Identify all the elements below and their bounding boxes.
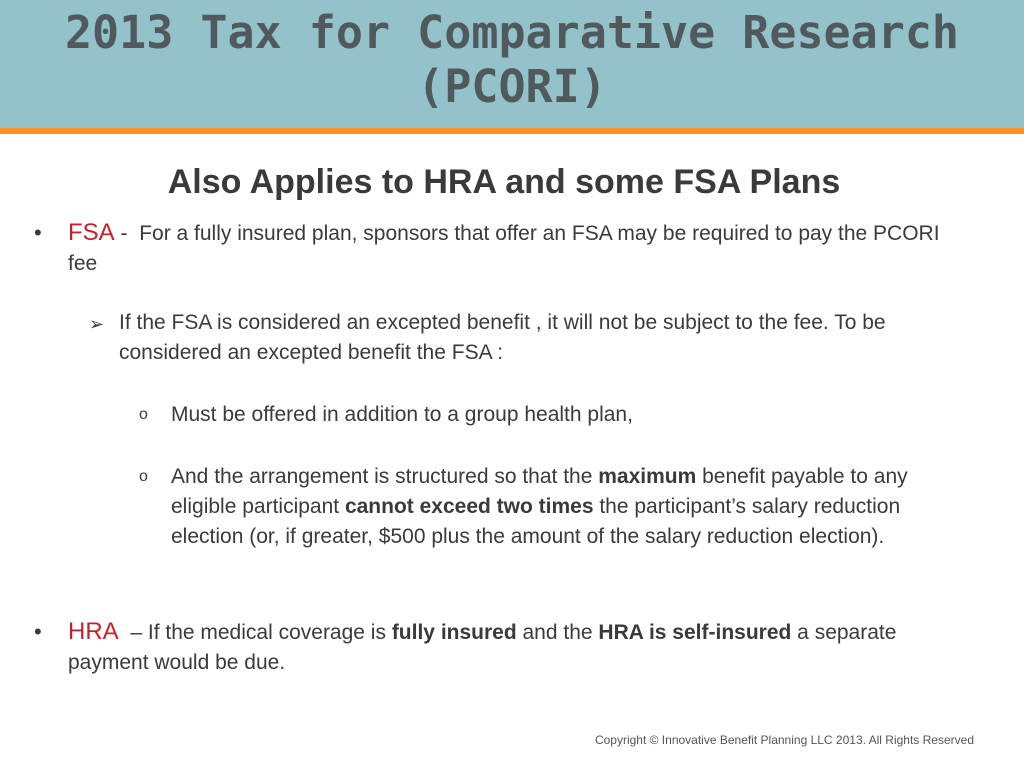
circle-bullet-icon: o	[139, 406, 148, 423]
title-bar	[0, 0, 1024, 128]
condition-1-text: Must be offered in addition to a group health plan,	[171, 403, 633, 426]
slide-title-line-2: (PCORI)	[417, 60, 607, 113]
copyright-footer: Copyright © Innovative Benefit Planning LLC 2013. All Rights Reserved	[594, 733, 974, 747]
condition-2-bold-maximum: maximum	[598, 465, 697, 488]
fsa-term: FSA	[68, 219, 115, 246]
excepted-benefit-text: If the FSA is considered an excepted benefit , it will not be subject to the fee. To be considered an excepted benefit the FSA :	[119, 311, 886, 364]
hra-bold-fully-insured: fully insured	[391, 621, 517, 644]
circle-bullet-icon: o	[139, 468, 148, 485]
bullet-marker: •	[34, 619, 42, 644]
fsa-separator: -	[114, 222, 140, 245]
condition-2-bullet	[139, 462, 931, 552]
hra-term: HRA	[68, 618, 119, 645]
hra-text-part-2: and the	[516, 621, 599, 644]
hra-text-part-1: – If the medical coverage is	[118, 621, 392, 644]
accent-divider	[0, 128, 1024, 134]
hra-bold-self-insured: HRA is self-insured	[598, 621, 792, 644]
hra-text-part-3: a separate payment would be due.	[68, 621, 897, 674]
condition-2-text-part-2: benefit payable to any eligible participant	[171, 465, 908, 518]
slide-title	[0, 6, 1024, 114]
condition-2-text-part-1: And the arrangement is structured so that the	[171, 465, 599, 488]
excepted-benefit-bullet	[89, 308, 959, 368]
fsa-text: For a fully insured plan, sponsors that offer an FSA may be required to pay the PCORI fee	[68, 222, 940, 275]
condition-1-bullet	[139, 400, 931, 430]
condition-2-text-part-3: the participant’s salary reduction election (or, if greater, $500 plus the amount of the salary reduction election).	[171, 495, 901, 548]
slide-title-line-1: 2013 Tax for Comparative Research	[64, 6, 960, 59]
bullet-marker: •	[34, 220, 42, 245]
slide-subtitle: Also Applies to HRA and some FSA Plans	[167, 163, 841, 201]
hra-bullet	[34, 617, 968, 678]
condition-2-bold-limit: cannot exceed two times	[344, 495, 594, 518]
arrow-bullet-icon: ➢	[89, 314, 105, 334]
fsa-bullet	[34, 218, 968, 279]
